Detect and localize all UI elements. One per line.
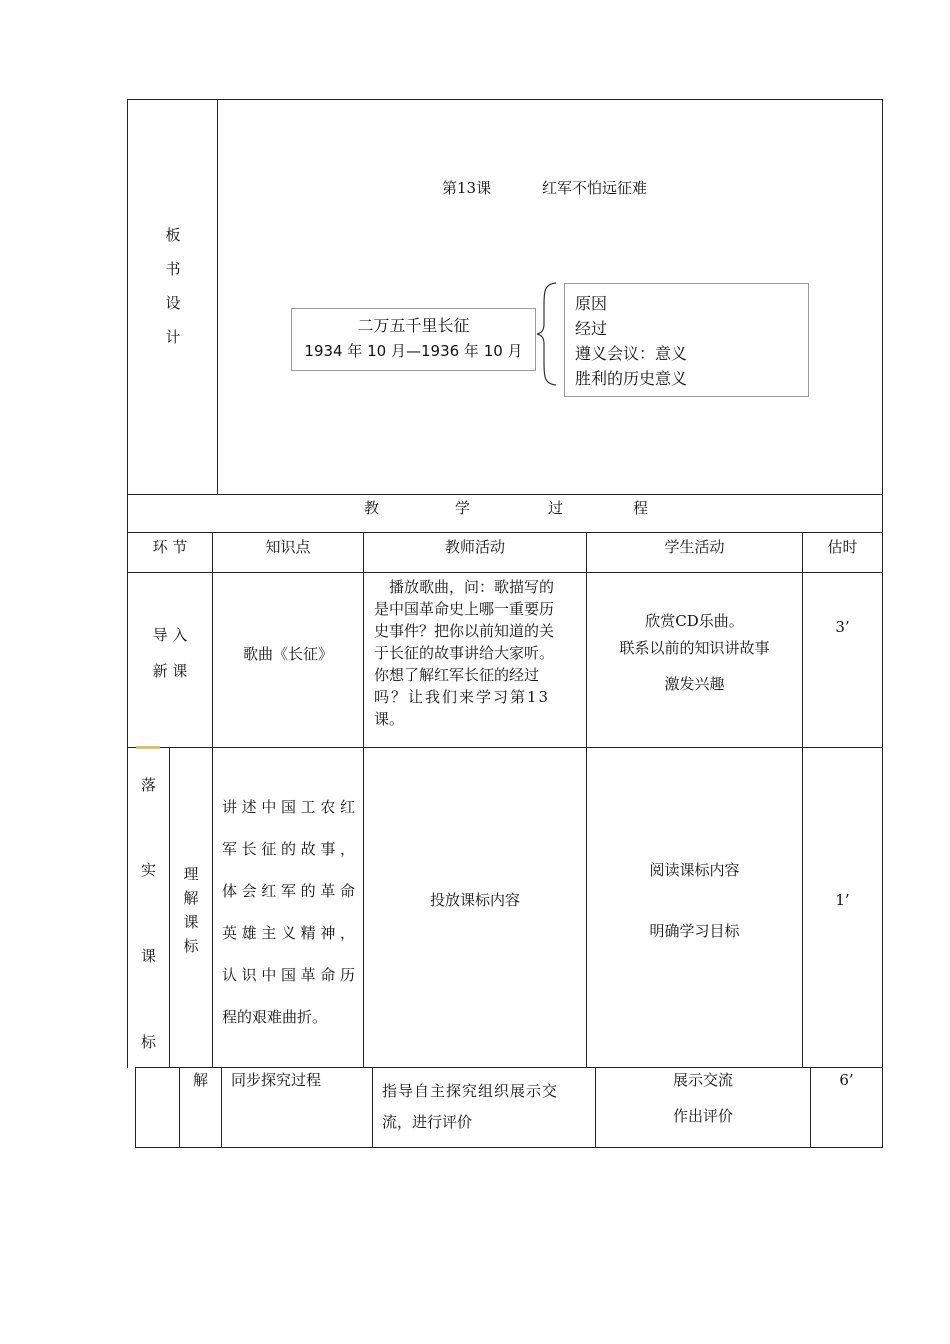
sub-char: 理: [183, 865, 199, 883]
text-line: 于长征的故事讲给大家听。: [374, 644, 555, 662]
section-char: 实: [140, 861, 156, 879]
text-line: 军长征的故事，: [222, 840, 355, 858]
standards-sub-section: [170, 862, 212, 958]
text-line: 课。: [374, 710, 405, 728]
outline-item: 胜利的历史意义: [575, 369, 688, 388]
header-knowledge: 知识点: [265, 538, 311, 556]
board-label-char: 书: [165, 260, 181, 278]
explore-student-line1: 展示交流: [672, 1071, 733, 1089]
long-march-title: 二万五千里长征: [357, 316, 470, 335]
outline-item: 原因: [575, 294, 608, 313]
text-line: 播放歌曲，问：歌描写的: [389, 578, 555, 596]
lesson-title: 红军不怕远征难: [542, 179, 648, 197]
text-line: 指导自主探究组织展示交: [382, 1082, 559, 1100]
brace-icon: [536, 282, 558, 386]
text-line: 欣赏CD乐曲。: [645, 612, 744, 630]
board-label-char: 设: [165, 294, 181, 312]
sub-char: 课: [183, 913, 199, 931]
standards-knowledge: [222, 786, 355, 1038]
text-line: 激发兴趣: [664, 675, 725, 693]
intro-knowledge: 歌曲《长征》: [242, 645, 333, 663]
text-line: 是中国革命史上哪一重要历: [374, 600, 555, 618]
header-time: 估时: [827, 538, 858, 556]
text-line: 程的艰难曲折。: [222, 1008, 328, 1026]
process-title-char: 程: [633, 499, 649, 517]
explore-sub-section: 解: [192, 1071, 208, 1089]
explore-teacher-activity: [382, 1071, 592, 1142]
process-title-char: 学: [455, 499, 471, 517]
outline-item: 遵义会议：意义: [575, 344, 688, 363]
yellow-mark: [136, 746, 160, 749]
sub-char: 标: [183, 937, 199, 955]
intro-teacher-activity: [374, 576, 578, 730]
sub-char: 解: [183, 889, 199, 907]
section-char: 落: [140, 776, 156, 794]
intro-section-line1: 导 入: [152, 626, 188, 644]
standards-teacher-activity: 投放课标内容: [429, 891, 520, 909]
process-title-char: 过: [548, 499, 564, 517]
text-line: 认识中国革命历: [222, 966, 355, 984]
header-section: 环 节: [152, 538, 188, 556]
long-march-dates: 1934 年 10 月—1936 年 10 月: [304, 342, 523, 360]
board-label-char: 板: [165, 226, 181, 244]
text-line: 体会红军的革命: [222, 882, 355, 900]
outline-box: [564, 283, 809, 397]
standards-student-line1: 阅读课标内容: [649, 861, 740, 879]
explore-time: 6’: [839, 1071, 854, 1089]
section-char: 标: [140, 1033, 156, 1051]
text-line: 联系以前的知识讲故事: [619, 639, 770, 657]
outline-item: 经过: [575, 319, 608, 338]
board-label: [158, 228, 188, 345]
header-teacher: 教师活动: [444, 538, 505, 556]
text-line: 英雄主义精神，: [222, 924, 355, 942]
text-line: 你想了解红军长征的经过: [374, 666, 540, 684]
section-char: 课: [140, 947, 156, 965]
standards-student-line2: 明确学习目标: [649, 922, 740, 940]
explore-knowledge: 同步探究过程: [231, 1071, 322, 1089]
long-march-box: [291, 308, 536, 371]
board-label-char: 计: [165, 328, 181, 346]
text-line: 流，进行评价: [382, 1113, 473, 1131]
explore-student-line2: 作出评价: [672, 1107, 733, 1125]
intro-time: 3’: [835, 618, 850, 636]
text-line: 史事件？把你以前知道的关: [374, 622, 555, 640]
lesson-number: 第13课: [442, 179, 492, 197]
text-line: 吗？让我们来学习第13: [374, 688, 551, 706]
standards-time: 1’: [835, 891, 850, 909]
header-student: 学生活动: [664, 538, 725, 556]
text-line: 讲述中国工农红: [222, 798, 355, 816]
intro-section-line2: 新 课: [152, 662, 188, 680]
process-title-char: 教: [364, 499, 380, 517]
